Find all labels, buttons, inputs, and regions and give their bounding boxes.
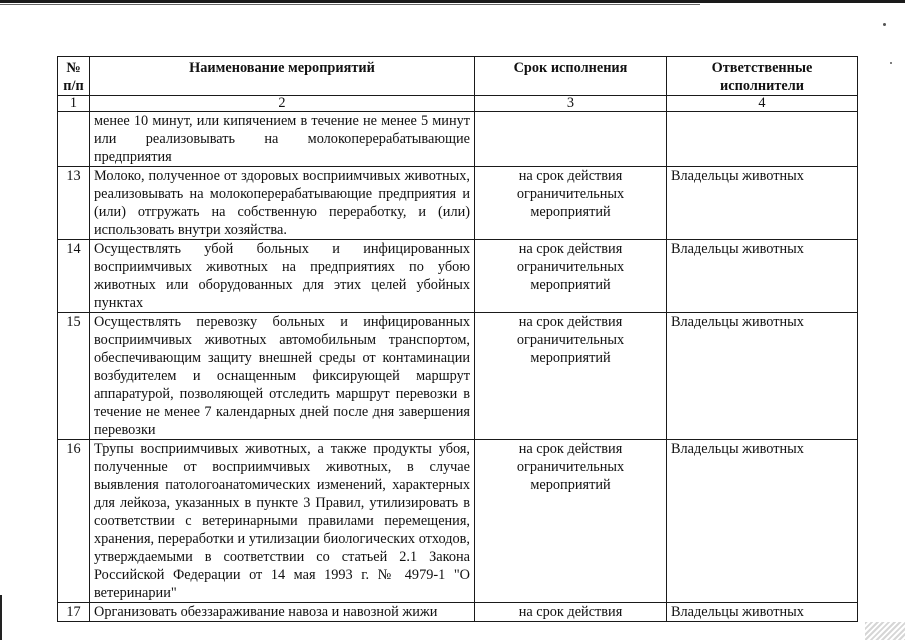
measure-description: Молоко, полученное от здоровых восприимчивых животных, реализовывать на молокоперерабатывающие предприятия и (или) отгружать на собственную переработку, и (или) использовать внутри хозяйства. xyxy=(90,167,475,240)
column-number: 2 xyxy=(90,96,475,112)
scan-speck xyxy=(883,23,886,26)
row-number: 15 xyxy=(58,313,90,440)
header-responsible: Ответственные исполнители xyxy=(667,57,858,96)
execution-term xyxy=(475,112,667,167)
scan-speck xyxy=(890,62,892,64)
table-row xyxy=(58,240,858,313)
measure-description: Осуществлять убой больных и инфицированных восприимчивых животных на предприятиях по убою животных или оборудованных для этих целей убойных пунктах xyxy=(90,240,475,313)
column-number: 4 xyxy=(667,96,858,112)
execution-term: на срок действия xyxy=(475,603,667,622)
top-rule-thin xyxy=(0,4,700,5)
execution-term: на срок действия ограничительных мероприятий xyxy=(475,440,667,603)
row-number: 17 xyxy=(58,603,90,622)
responsible-party xyxy=(667,112,858,167)
responsible-party: Владельцы животных xyxy=(667,440,858,603)
execution-term: на срок действия ограничительных мероприятий xyxy=(475,167,667,240)
responsible-party: Владельцы животных xyxy=(667,240,858,313)
row-number: 14 xyxy=(58,240,90,313)
header-num: № п/п xyxy=(58,57,90,96)
table-row xyxy=(58,112,858,167)
column-number-row xyxy=(58,96,858,112)
header-row xyxy=(58,57,858,96)
scan-edge-mark xyxy=(0,595,2,640)
execution-term: на срок действия ограничительных мероприятий xyxy=(475,240,667,313)
responsible-party: Владельцы животных xyxy=(667,313,858,440)
row-number: 16 xyxy=(58,440,90,603)
column-number: 3 xyxy=(475,96,667,112)
responsible-party: Владельцы животных xyxy=(667,167,858,240)
table-row xyxy=(58,440,858,603)
row-number xyxy=(58,112,90,167)
header-name: Наименование мероприятий xyxy=(90,57,475,96)
measure-description: Организовать обеззараживание навоза и навозной жижи xyxy=(90,603,475,622)
column-number: 1 xyxy=(58,96,90,112)
responsible-party: Владельцы животных xyxy=(667,603,858,622)
measure-description: менее 10 минут, или кипячением в течение не менее 5 минут или реализовывать на молокоперерабатывающие предприятия xyxy=(90,112,475,167)
row-number: 13 xyxy=(58,167,90,240)
measure-description: Трупы восприимчивых животных, а также продукты убоя, полученные от восприимчивых животных, в случае выявления патологоанатомических изменений, характерных для лейкоза, указанных в пункте 3 Правил, утилизировать в соответствии с ветеринарными правилами перемещения, хранения, переработки и утилизации биологических отходов, утверждаемыми в соответствии со статьей 2.1 Закона Российской Федерации от 14 мая 1993 г. № 4979-1 "О ветеринарии" xyxy=(90,440,475,603)
top-rule xyxy=(0,0,905,3)
table-row xyxy=(58,313,858,440)
measure-description: Осуществлять перевозку больных и инфицированных восприимчивых животных автомобильным транспортом, обеспечивающим защиту внешней среды от контаминации возбудителем и оснащенным фиксирующей маршрут аппаратурой, позволяющей отследить маршрут перевозки в течение не менее 7 календарных дней после дня завершения перевозки xyxy=(90,313,475,440)
scan-corner-artifact xyxy=(865,622,905,640)
table-row xyxy=(58,603,858,622)
table-row xyxy=(58,167,858,240)
measures-table xyxy=(57,56,858,622)
header-term: Срок исполнения xyxy=(475,57,667,96)
execution-term: на срок действия ограничительных мероприятий xyxy=(475,313,667,440)
